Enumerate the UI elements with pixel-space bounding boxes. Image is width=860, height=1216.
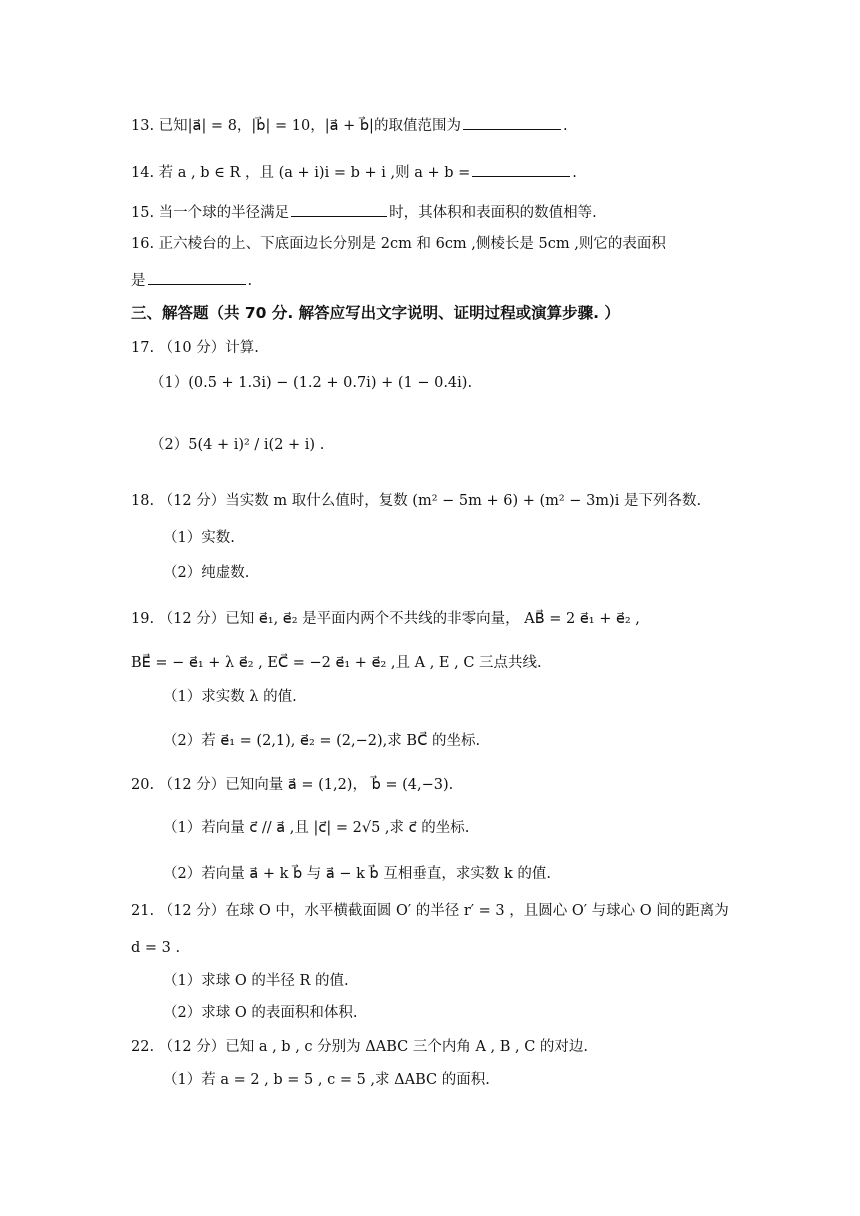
section-heading-text: 三、解答题（共 70 分. 解答应写出文字说明、证明过程或演算步骤. ） [131,304,620,322]
question-19-part2-text: （2）若 e⃗₁ = (2,1), e⃗₂ = (2,−2),求 BC⃗ 的坐标. [163,733,481,749]
question-16-text-b: 是 [131,273,146,289]
question-16-cont [131,270,252,290]
question-15-text-a: 15. 当一个球的半径满足 [131,205,290,221]
question-18-part2 [163,565,249,582]
question-22-part1-text: （1）若 a = 2 , b = 5 , c = 5 ,求 ΔABC 的面积. [163,1072,490,1088]
question-19-text-b: BE⃗ = − e⃗₁ + λ e⃗₂ , EC⃗ = −2 e⃗₁ + e⃗₂ ,且 A , E , C 三点共线. [131,655,542,671]
question-21-text-b: d = 3 . [131,940,181,956]
question-20-part2-text: （2）若向量 a⃗ + k b⃗ 与 a⃗ − k b⃗ 互相垂直，求实数 k 的值. [163,866,551,882]
question-21-part2 [163,1005,357,1022]
question-13-text: 13. 已知|a⃗| = 8，|b⃗| = 10，|a⃗ + b⃗|的取值范围为 [131,118,461,134]
question-16-text: 16. 正六棱台的上、下底面边长分别是 2cm 和 6cm ,侧棱长是 5cm ,则它的表面积 [131,236,666,252]
question-21-part1 [163,973,349,990]
question-14-text: 14. 若 a , b ∈ R ，且 (a + i)i = b + i ,则 a + b = [131,165,471,181]
question-21-part1-text: （1）求球 O 的半径 R 的值. [163,973,349,989]
question-15 [131,202,597,222]
question-20-part2 [163,866,551,883]
question-20-text: 20. （12 分）已知向量 a⃗ = (1,2)， b⃗ = (4,−3). [131,777,454,793]
question-21-part2-text: （2）求球 O 的表面积和体积. [163,1005,358,1021]
question-17-part2 [150,437,324,454]
question-21 [131,903,729,920]
question-19-text: 19. （12 分）已知 e⃗₁, e⃗₂ 是平面内两个不共线的非零向量， AB⃗ = 2 e⃗₁ + e⃗₂ , [131,611,640,627]
question-19-part2 [163,733,480,750]
question-15-text-b: 时，其体积和表面积的数值相等. [389,205,597,221]
question-17-part2-text: （2）5(4 + i)² / i(2 + i) . [150,437,325,453]
question-18-part1 [163,530,235,547]
question-18-part1-text: （1）实数. [163,530,235,546]
question-20 [131,777,453,794]
question-16 [131,236,666,253]
answer-blank-14[interactable] [472,162,570,177]
period: . [572,165,577,181]
question-18-text: 18. （12 分）当实数 m 取什么值时，复数 (m² − 5m + 6) + (m² − 3m)i 是下列各数. [131,493,702,509]
period: . [247,273,253,289]
question-18 [131,493,701,510]
question-17-part1 [150,375,472,392]
question-18-part2-text: （2）纯虚数. [163,565,250,581]
question-17-text: 17. （10 分）计算. [131,340,259,356]
question-19-part1-text: （1）求实数 λ 的值. [163,689,297,705]
question-20-part1 [163,820,469,837]
answer-blank-16[interactable] [148,270,246,285]
question-17-part1-text: （1）(0.5 + 1.3i) − (1.2 + 0.7i) + (1 − 0.4i). [150,375,473,391]
question-22-part1 [163,1072,490,1089]
question-17 [131,340,259,357]
answer-blank-13[interactable] [463,115,561,130]
question-19-part1 [163,689,297,706]
answer-blank-15[interactable] [291,202,387,217]
question-19-cont [131,655,542,672]
question-19 [131,611,640,628]
question-13 [131,115,568,135]
question-21-cont [131,940,180,957]
question-20-part1-text: （1）若向量 c⃗ // a⃗ ,且 |c⃗| = 2√5 ,求 c⃗ 的坐标. [163,820,470,836]
question-14 [131,162,577,182]
section-heading [131,304,620,323]
question-22-text: 22. （12 分）已知 a , b , c 分别为 ΔABC 三个内角 A , B , C 的对边. [131,1039,589,1055]
question-22 [131,1039,588,1056]
question-21-text: 21. （12 分）在球 O 中，水平横截面圆 O′ 的半径 r′ = 3 ，且圆心 O′ 与球心 O 间的距离为 [131,903,729,919]
period: . [562,118,568,134]
